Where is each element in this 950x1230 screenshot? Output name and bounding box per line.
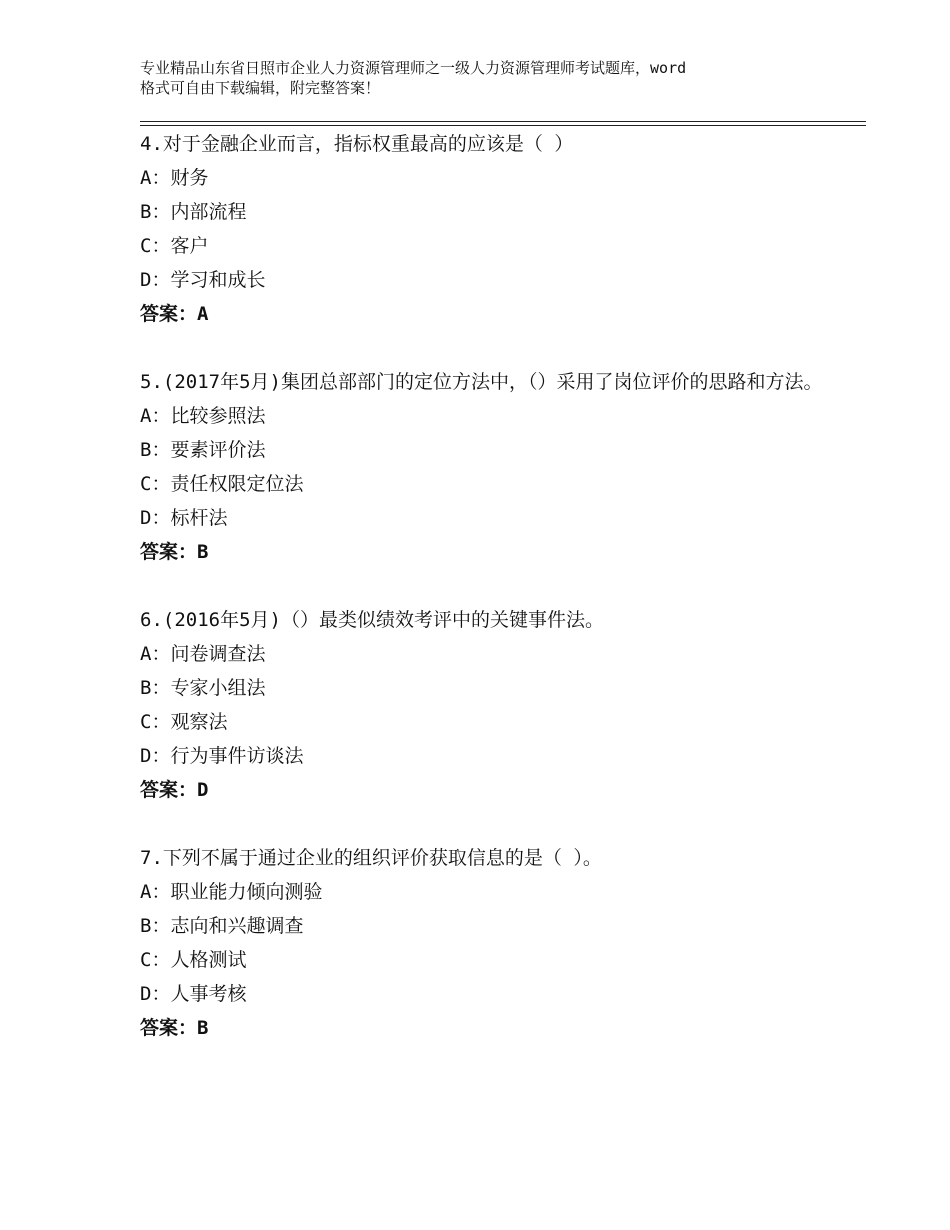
option-d: D：人事考核: [140, 983, 247, 1005]
option-b: B：志向和兴趣调查: [140, 915, 304, 937]
question-text: 5.(2017年5月)集团总部部门的定位方法中，（）采用了岗位评价的思路和方法。: [140, 371, 823, 393]
option-b: B：专家小组法: [140, 677, 266, 699]
option-c: C：责任权限定位法: [140, 473, 304, 495]
question-item: [140, 127, 840, 331]
header-divider-bottom: [140, 125, 866, 126]
question-item: [140, 365, 840, 569]
answer-label: 答案：B: [140, 541, 209, 563]
document-header: [140, 58, 840, 98]
header-line-2: 格式可自由下载编辑，附完整答案！: [140, 79, 381, 97]
option-a: A：问卷调查法: [140, 643, 266, 665]
option-a: A：比较参照法: [140, 405, 266, 427]
question-item: [140, 603, 840, 807]
question-item: [140, 841, 840, 1045]
option-b: B：内部流程: [140, 201, 247, 223]
header-line-1: 专业精品山东省日照市企业人力资源管理师之一级人力资源管理师考试题库，word: [140, 59, 687, 77]
question-list: [140, 127, 840, 1079]
option-a: A：财务: [140, 167, 209, 189]
option-c: C：客户: [140, 235, 209, 257]
answer-label: 答案：B: [140, 1017, 209, 1039]
header-divider-top: [140, 121, 866, 122]
option-d: D：行为事件访谈法: [140, 745, 304, 767]
option-c: C：人格测试: [140, 949, 247, 971]
question-text: 4.对于金融企业而言，指标权重最高的应该是（ ）: [140, 133, 574, 155]
option-a: A：职业能力倾向测验: [140, 881, 323, 903]
question-text: 7.下列不属于通过企业的组织评价获取信息的是（ ）。: [140, 847, 602, 869]
question-text: 6.(2016年5月)（）最类似绩效考评中的关键事件法。: [140, 609, 604, 631]
answer-label: 答案：D: [140, 779, 209, 801]
option-b: B：要素评价法: [140, 439, 266, 461]
option-c: C：观察法: [140, 711, 228, 733]
option-d: D：标杆法: [140, 507, 228, 529]
option-d: D：学习和成长: [140, 269, 266, 291]
answer-label: 答案：A: [140, 303, 209, 325]
